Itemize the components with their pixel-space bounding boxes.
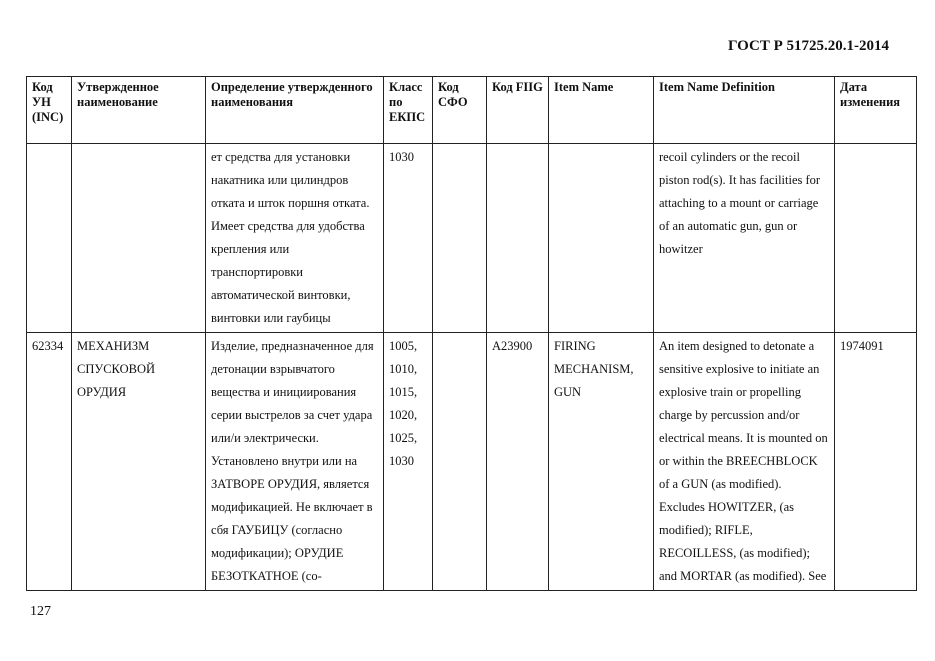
cell-definition-en: An item designed to detonate a sensitive explosive to initiate an explosive train or propelling charge by percussion and/or electrical means. It is mounted on or within the BREECHBLOCK of a GUN (as modified). Excludes HOWITZER, (as modified); RIFLE, RECOILLESS, (as modified); and MORTAR (as modified). See <box>654 333 835 591</box>
table-header-row <box>27 77 917 144</box>
cell-definition-en: recoil cylinders or the recoil piston rod(s). It has facilities for attaching to a mount or carriage of an automatic gun, gun or howitzer <box>654 144 835 333</box>
cell-name: МЕХАНИЗМ СПУСКОВОЙ ОРУДИЯ <box>72 333 206 591</box>
cell-date: 1974091 <box>835 333 917 591</box>
column-header: Код УН (INC) <box>27 77 72 144</box>
table-row <box>27 333 917 591</box>
cell-sfo <box>433 333 487 591</box>
cell-item-name <box>549 144 654 333</box>
cell-definition-ru: Изделие, предназначенное для детонации взрывчатого вещества и инициирования серии выстрелов за счет удара или/и электрически. Установлено внутри или на ЗАТВОРЕ ОРУДИЯ, является модификацией. Не включает в сбя ГАУБИЦУ (согласно модификации); ОРУДИЕ БЕЗОТКАТНОЕ (со- <box>206 333 384 591</box>
column-header: Утвержденное наименование <box>72 77 206 144</box>
cell-name <box>72 144 206 333</box>
column-header: Код FIIG <box>487 77 549 144</box>
cell-fiig: A23900 <box>487 333 549 591</box>
column-header: Item Name <box>549 77 654 144</box>
column-header: Класс по ЕКПС <box>384 77 433 144</box>
column-header: Item Name Definition <box>654 77 835 144</box>
column-header: Определение утвержденного наименования <box>206 77 384 144</box>
cell-fiig <box>487 144 549 333</box>
cell-class: 1030 <box>384 144 433 333</box>
cell-code <box>27 144 72 333</box>
column-header: Дата изменения <box>835 77 917 144</box>
cell-item-name: FIRING MECHANISM, GUN <box>549 333 654 591</box>
nomenclature-table <box>26 76 917 591</box>
cell-code: 62334 <box>27 333 72 591</box>
document-id: ГОСТ Р 51725.20.1-2014 <box>727 38 889 54</box>
column-header: Код СФО <box>433 77 487 144</box>
cell-class: 1005, 1010, 1015, 1020, 1025, 1030 <box>384 333 433 591</box>
page-number: 127 <box>30 604 51 619</box>
cell-sfo <box>433 144 487 333</box>
cell-definition-ru: ет средства для установки накатника или цилиндров отката и шток поршня отката. Имеет средства для удобства крепления или транспортировки автоматической винтовки, винтовки или гаубицы <box>206 144 384 333</box>
table-row <box>27 144 917 333</box>
cell-date <box>835 144 917 333</box>
